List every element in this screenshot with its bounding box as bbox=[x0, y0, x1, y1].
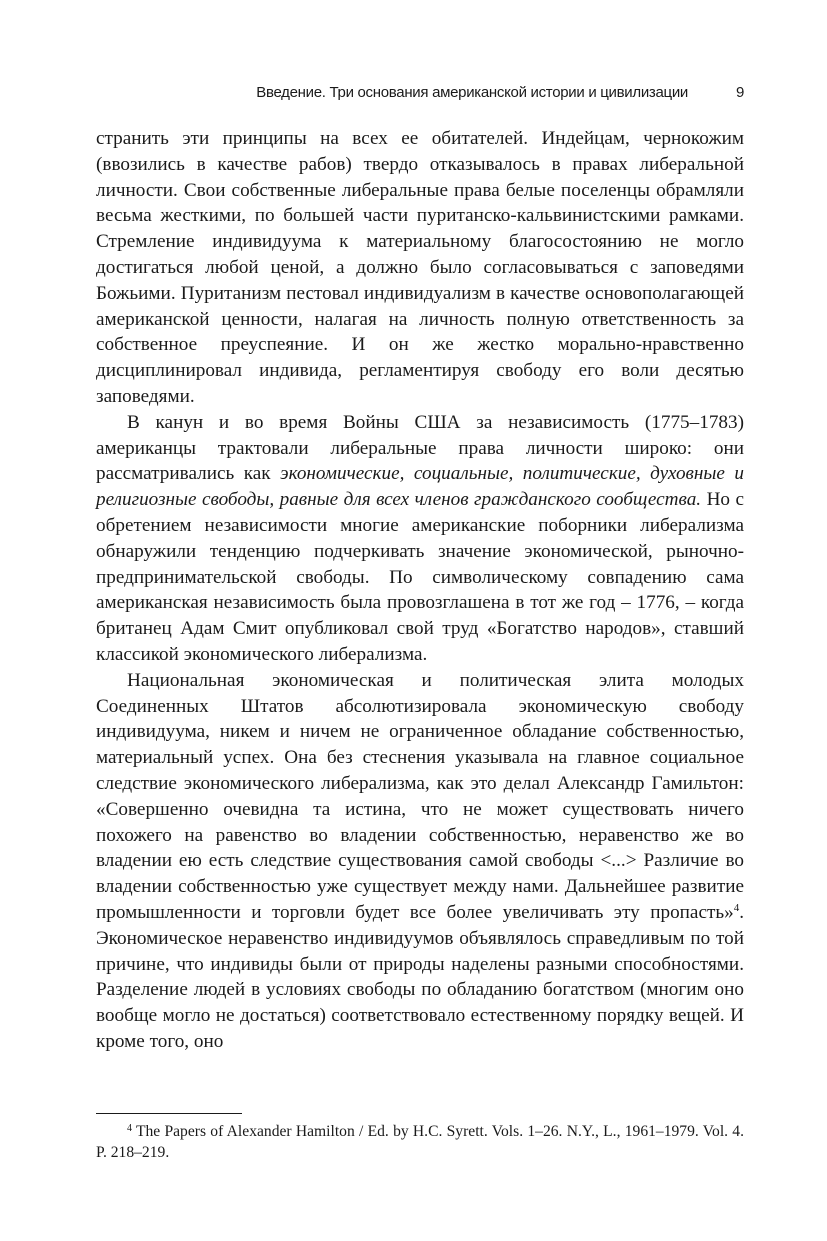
paragraph-3-text-b: . Экономическое неравенство индивидуумов объявлялось справедливым по той причине, что индивиды были от природы наделены разными способностями. Разделение людей в условиях свободы по обладанию богатством (многим оно вообще могло не достаться) соответствовало естественному порядку вещей. И кроме того, оно bbox=[96, 901, 744, 1052]
main-text bbox=[96, 126, 744, 1055]
footnote bbox=[96, 1121, 744, 1163]
paragraph-1 bbox=[96, 126, 744, 410]
paragraph-2 bbox=[96, 410, 744, 668]
footnote-divider bbox=[96, 1113, 242, 1114]
italic-emphasis: экономические, социальные, политические, духовные и религиозные свободы, равные для всех членов гражданского сообщества. bbox=[96, 463, 744, 511]
paragraph-2-text-a: В канун и во время Войны США за независимость (1775–1783) американцы трактовали либеральные права личности широко: они рассматривались как bbox=[96, 411, 744, 485]
page-number: 9 bbox=[735, 84, 744, 101]
footnote-reference[interactable]: 4 bbox=[733, 901, 740, 914]
footnote-text: The Papers of Alexander Hamilton / Ed. by H.C. Syrett. Vols. 1–26. N.Y., L., 1961–1979. Vol. 4. P. 218–219. bbox=[96, 1123, 744, 1161]
running-title: Введение. Три основания американской истории и цивилизации bbox=[256, 84, 688, 101]
paragraph-2-text-b: Но с обретением независимости многие американские поборники либерализма обнаружили тенденцию подчеркивать значение экономической, рыночно-предпринимательской свободы. По символическому совпадению сама американская независимость была провозглашена в тот же год – 1776, – когда британец Адам Смит опубликовал свой труд «Богатство народов», ставший классикой экономического либерализма. bbox=[96, 489, 744, 665]
paragraph-1-text: странить эти принципы на всех ее обитателей. Индейцам, чернокожим (ввозились в качестве рабов) твердо отказывалось в правах либеральной личности. Свои собственные либеральные права белые поселенцы обрамляли весьма жесткими, по большей части пуританско-кальвинистскими рамками. Стремление индивидуума к материальному благосостоянию не могло достигаться любой ценой, а должно было согласовываться с заповедями Божьими. Пуританизм пестовал индивидуализм в качестве основополагающей американской ценности, налагая на личность полную ответственность за собственное преуспеяние. И он же жестко морально-нравственно дисциплинировал индивида, регламентируя свободу его воли десятью заповедями. bbox=[96, 128, 744, 407]
paragraph-3 bbox=[96, 668, 744, 1055]
paragraph-3-text-a: Национальная экономическая и политическая элита молодых Соединенных Штатов абсолютизировала экономическую свободу индивидуума, никем и ничем не ограниченное обладание собственностью, материальный успех. Она без стеснения указывала на главное социальное следствие экономического либерализма, как это делал Александр Гамильтон: «Совершенно очевидна та истина, что не может существовать ничего похожего на равенство во владении собственностью, неравенство же во владении ею есть следствие существования самой свободы <...> Различие во владении собственностью уже существует между нами. Дальнейшее развитие промышленности и торговли будет все более увеличивать эту пропасть» bbox=[96, 669, 744, 923]
running-head bbox=[96, 84, 744, 108]
footnote-marker: 4 bbox=[127, 1123, 132, 1134]
